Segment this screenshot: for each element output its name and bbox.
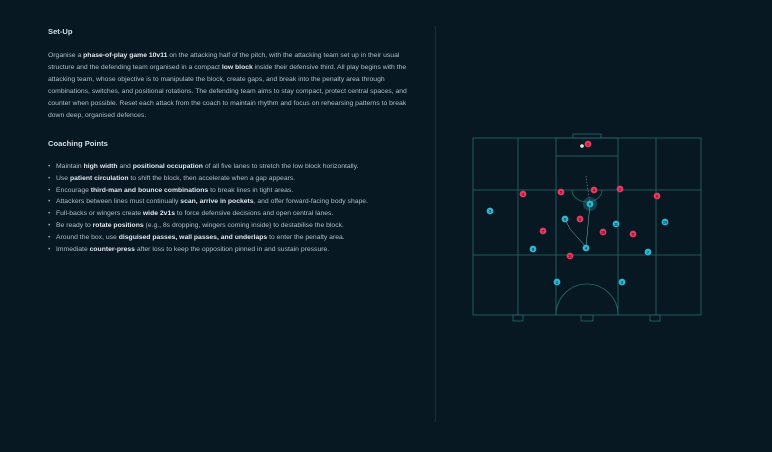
attacker-number: 5 [489, 209, 491, 214]
defender-player-2 [617, 186, 624, 193]
attacker-player-9 [530, 246, 537, 253]
defender-player-1 [585, 141, 592, 148]
body-text: Around the box, use [56, 233, 119, 241]
body-text: Attackers between lines must continually [56, 198, 181, 206]
defender-number: 10 [601, 230, 605, 235]
defender-player-7 [540, 228, 547, 235]
body-text: to force defensive decisions and open central lanes. [175, 210, 334, 218]
attacker-number: 4 [585, 246, 587, 251]
attacker-player-7 [645, 249, 652, 256]
defender-number: 7 [542, 229, 544, 234]
pass-line-2 [565, 219, 586, 247]
attacker-player-3 [619, 279, 626, 286]
coaching-point [48, 208, 418, 220]
attacker-number: 11 [614, 222, 618, 227]
body-text: to shift the block, then accelerate when a gap appears. [128, 174, 296, 182]
text-panel [48, 27, 418, 255]
attacker-number: 3 [621, 280, 623, 285]
emphasis-text: low block [221, 64, 253, 71]
attacker-number: 7 [647, 250, 649, 255]
setup-description [48, 50, 418, 122]
defender-player-3 [520, 191, 527, 198]
body-text: Maintain [56, 163, 84, 170]
defender-number: 3 [522, 192, 524, 197]
defender-number: 5 [560, 190, 562, 195]
coaching-point [48, 196, 418, 208]
column-divider [435, 26, 436, 422]
attacker-player-10 [662, 219, 669, 226]
pitch-lines [473, 134, 701, 321]
body-text: after loss to keep the opposition pinned in and sustain pressure. [134, 245, 330, 253]
defender-player-10 [600, 229, 607, 236]
emphasis-text: counter-press [89, 245, 135, 253]
body-text: Organise a [48, 52, 84, 59]
body-text: on the attacking half of the pitch, with the attacking team set up in their usual structure and the defending team organised in a compact [48, 52, 400, 71]
attacker-player-11 [613, 221, 620, 228]
body-text: Be ready to [56, 221, 93, 229]
defender-number: 9 [632, 232, 634, 237]
defender-player-11 [567, 253, 574, 260]
emphasis-text: high width [83, 163, 118, 170]
emphasis-text: patient circulation [69, 174, 129, 182]
coaching-point [48, 244, 418, 256]
defender-player-6 [654, 193, 661, 200]
body-text: Full-backs or wingers create [56, 210, 143, 218]
defender-number: 6 [656, 194, 658, 199]
emphasis-text: disguised passes, wall passes, and underlaps [118, 233, 268, 241]
attacker-number: 6 [589, 202, 591, 207]
coaching-point [48, 220, 418, 232]
body-text: to enter the penalty area. [267, 233, 345, 241]
body-text: Encourage [56, 186, 91, 194]
emphasis-text: wide 2v1s [142, 210, 176, 218]
attacker-number: 8 [564, 217, 566, 222]
defender-number: 2 [619, 187, 621, 192]
defender-player-9 [630, 231, 637, 238]
ball [580, 144, 584, 148]
body-text: of all five lanes to stretch the low block horizontally. [202, 163, 359, 170]
defender-player-5 [558, 189, 565, 196]
body-text: Immediate [56, 245, 90, 253]
goal-left-marker [513, 315, 523, 321]
pitch-outline [473, 138, 701, 315]
emphasis-text: phase-of-play game 10v11 [83, 52, 168, 59]
body-text: (e.g., 8s dropping, wingers coming inside) to destabilise the block. [143, 221, 344, 229]
coaching-point [48, 185, 418, 197]
coaching-points-list [48, 161, 418, 255]
coaching-point [48, 173, 418, 185]
goal-centre-marker [581, 315, 593, 321]
attacker-player-5 [487, 208, 494, 215]
emphasis-text: rotate positions [92, 221, 144, 229]
setup-title: Set-Up [48, 27, 73, 36]
attacker-number: 9 [532, 247, 534, 252]
pitch-diagram [472, 133, 702, 323]
coaching-point [48, 232, 418, 244]
body-text: , and offer forward-facing body shape. [253, 198, 368, 206]
coaching-points-title: Coaching Points [48, 139, 108, 148]
attacker-player-8 [562, 216, 569, 223]
centre-circle-arc [556, 284, 618, 315]
attacker-number: 2 [556, 280, 558, 285]
emphasis-text: third-man and bounce combinations [90, 186, 209, 194]
emphasis-text: scan, arrive in pockets [180, 198, 254, 206]
defender-number: 4 [593, 188, 595, 193]
defender-player-8 [577, 216, 584, 223]
defender-number: 11 [568, 254, 572, 259]
body-text: inside their defensive third. All play begins with the attacking team, whose objective is to manipulate the block, create gaps, and break into the penalty area through combinations, switches, and positional rotations. The defending team aims to stay compact, protect central spaces, and counter when possible. Reset each attack from the coach to maintain rhythm and focus on rehearsing patterns to break down deep, organised defences. [48, 64, 407, 119]
attacker-player-2 [554, 279, 561, 286]
body-text: Use [56, 174, 70, 182]
attacker-number: 10 [663, 220, 667, 225]
defender-player-4 [591, 187, 598, 194]
goal-right-marker [650, 315, 660, 321]
coaching-point [48, 161, 418, 173]
body-text: and [117, 163, 133, 170]
body-text: to break lines in tight areas. [208, 186, 294, 194]
attacker-player-4 [583, 245, 590, 252]
defender-number: 1 [587, 142, 589, 147]
emphasis-text: positional occupation [132, 163, 203, 170]
pass-lines [565, 176, 590, 247]
defender-number: 8 [579, 217, 581, 222]
attacker-player-6 [587, 201, 594, 208]
goal [573, 134, 601, 138]
